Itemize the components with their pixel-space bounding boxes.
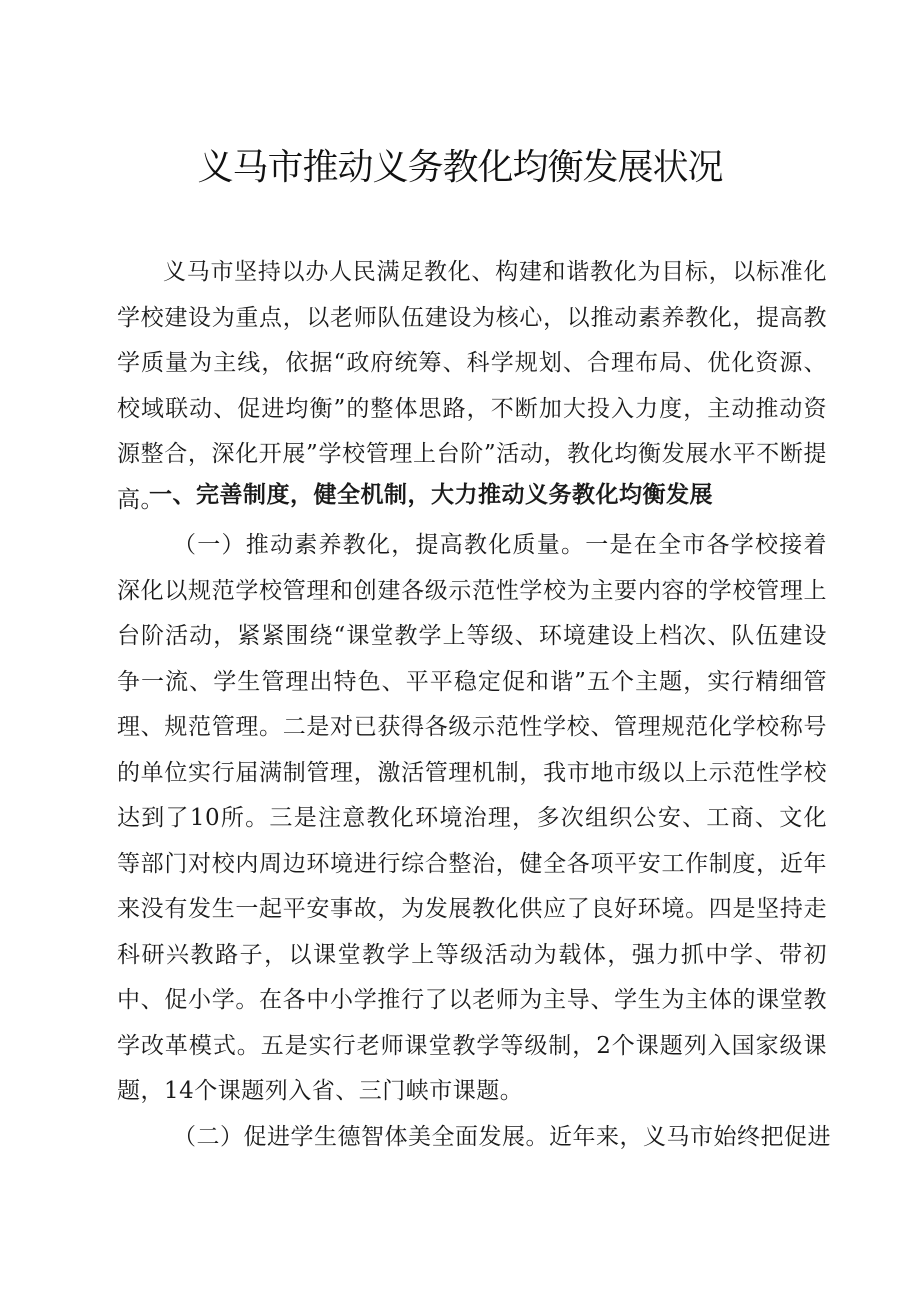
document-title: 义马市推动义务教化均衡发展状况 (197, 147, 723, 188)
paragraph-2: （二）促进学生德智体美全面发展。近年来，义马市始终把促进 (173, 1124, 831, 1150)
paragraph-1: （一）推动素养教化，提高教化质量。一是在全市各学校接着深化以规范学校管理和创建各级示范性学校为主要内容的学校管理上台阶活动，紧紧围绕“课堂教学上等级、环境建设上档次、队伍建设争一流、学生管理出特色、平平稳定促和谐”五个主题，实行精细管理、规范管理。二是对已获得各级示范性学校、管理规范化学校称号的单位实行届满制管理，激活管理机制，我市地市级以上示范性学校达到了10所。三是注意教化环境治理，多次组织公安、工商、文化等部门对校内周边环境进行综合整治，健全各项平安工作制度，近年来没有发生一起平安事故，为发展教化供应了良好环境。四是坚持走科研兴教路子，以课堂教学上等级活动为载体，强力抓中学、带初中、促小学。在各中小学推行了以老师为主导、学生为主体的课堂教学改革模式。五是实行老师课堂教学等级制，2个课题列入国家级课题，14个课题列入省、三门峡市课题。 (117, 532, 827, 1104)
intro-paragraph: 义马市坚持以办人民满足教化、构建和谐教化为目标，以标准化学校建设为重点，以老师队伍建设为核心，以推动素养教化，提高教学质量为主线，依据“政府统筹、科学规划、合理布局、优化资源、校域联动、促进均衡”的整体思路，不断加大投入力度，主动推动资源整合，深化开展”学校管理上台阶”活动，教化均衡发展水平不断提高。 (117, 259, 827, 513)
section-heading-1: 一、完善制度，健全机制，大力推动义务教化均衡发展 (149, 482, 713, 508)
